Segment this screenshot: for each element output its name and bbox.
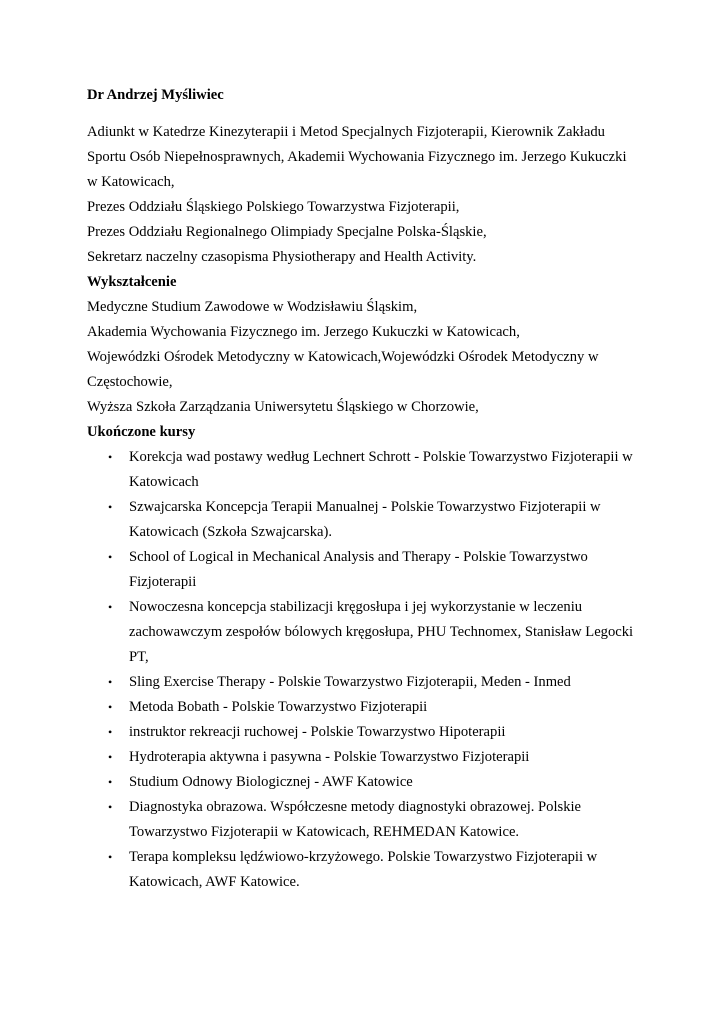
course-item	[87, 720, 685, 745]
course-item-line: Katowicach, AWF Katowice.	[129, 874, 300, 890]
course-item-line: School of Logical in Mechanical Analysis and Therapy - Polskie Towarzystwo	[129, 549, 588, 565]
courses-heading: Ukończone kursy	[87, 424, 196, 440]
course-item-line: Terapa kompleksu lędźwiowo-krzyżowego. Polskie Towarzystwo Fizjoterapii w	[129, 849, 598, 865]
course-item-line: Studium Odnowy Biologicznej - AWF Katowice	[129, 774, 413, 790]
intro-line: Sekretarz naczelny czasopisma Physiotherapy and Health Activity.	[87, 249, 477, 265]
course-item-line: Hydroterapia aktywna i pasywna - Polskie Towarzystwo Fizjoterapii	[129, 749, 530, 765]
bullet-icon: •	[108, 725, 113, 739]
bullet-icon: •	[108, 675, 113, 689]
intro-line: Prezes Oddziału Śląskiego Polskiego Towarzystwa Fizjoterapii,	[87, 199, 460, 215]
course-item-line: Katowicach (Szkoła Szwajcarska).	[129, 524, 333, 540]
intro-line: Adiunkt w Katedrze Kinezyterapii i Metod Specjalnych Fizjoterapii, Kierownik Zakładu	[87, 124, 605, 140]
education-line: Medyczne Studium Zawodowe w Wodzisławiu Śląskim,	[87, 299, 418, 315]
bullet-icon: •	[108, 450, 113, 464]
course-item	[87, 670, 685, 695]
education-line: Wyższa Szkoła Zarządzania Uniwersytetu Śląskiego w Chorzowie,	[87, 399, 479, 415]
course-item-line: Szwajcarska Koncepcja Terapii Manualnej - Polskie Towarzystwo Fizjoterapii w	[129, 499, 601, 515]
course-item	[87, 495, 685, 545]
course-item-line: zachowawczym zespołów bólowych kręgosłupa, PHU Technomex, Stanisław Legocki	[129, 624, 634, 640]
education-line: Wojewódzki Ośrodek Metodyczny w Katowicach,Wojewódzki Ośrodek Metodyczny w	[87, 349, 599, 365]
course-item-line: instruktor rekreacji ruchowej - Polskie Towarzystwo Hipoterapii	[129, 724, 506, 740]
course-item-line: Metoda Bobath - Polskie Towarzystwo Fizjoterapii	[129, 699, 428, 715]
education-line: Częstochowie,	[87, 374, 173, 390]
bullet-icon: •	[108, 550, 113, 564]
course-item	[87, 845, 685, 895]
course-item	[87, 445, 685, 495]
courses-section	[87, 420, 685, 895]
bullet-icon: •	[108, 750, 113, 764]
bullet-icon: •	[108, 700, 113, 714]
course-item-line: Diagnostyka obrazowa. Współczesne metody diagnostyki obrazowej. Polskie	[129, 799, 582, 815]
course-item	[87, 745, 685, 770]
course-item-line: Nowoczesna koncepcja stabilizacji kręgosłupa i jej wykorzystanie w leczeniu	[129, 599, 583, 615]
bullet-icon: •	[108, 775, 113, 789]
courses-list	[87, 445, 685, 895]
education-section	[87, 270, 685, 420]
document-title: Dr Andrzej Myśliwiec	[87, 87, 224, 103]
intro-section	[87, 120, 685, 270]
intro-line: Prezes Oddziału Regionalnego Olimpiady Specjalne Polska-Śląskie,	[87, 224, 487, 240]
course-item-line: Korekcja wad postawy według Lechnert Schrott - Polskie Towarzystwo Fizjoterapii w	[129, 449, 633, 465]
course-item	[87, 545, 685, 595]
education-heading: Wykształcenie	[87, 274, 177, 290]
bullet-icon: •	[108, 600, 113, 614]
intro-line: w Katowicach,	[87, 174, 175, 190]
course-item-line: Towarzystwo Fizjoterapii w Katowicach, REHMEDAN Katowice.	[129, 824, 520, 840]
course-item	[87, 770, 685, 795]
intro-line: Sportu Osób Niepełnosprawnych, Akademii Wychowania Fizycznego im. Jerzego Kukuczki	[87, 149, 627, 165]
course-item	[87, 695, 685, 720]
education-line: Akademia Wychowania Fizycznego im. Jerzego Kukuczki w Katowicach,	[87, 324, 520, 340]
course-item-line: Katowicach	[129, 474, 199, 490]
course-item	[87, 595, 685, 670]
bullet-icon: •	[108, 500, 113, 514]
bullet-icon: •	[108, 850, 113, 864]
bullet-icon: •	[108, 800, 113, 814]
course-item-line: Fizjoterapii	[129, 574, 197, 590]
course-item-line: PT,	[129, 649, 149, 665]
course-item	[87, 795, 685, 845]
course-item-line: Sling Exercise Therapy - Polskie Towarzystwo Fizjoterapii, Meden - Inmed	[129, 674, 571, 690]
